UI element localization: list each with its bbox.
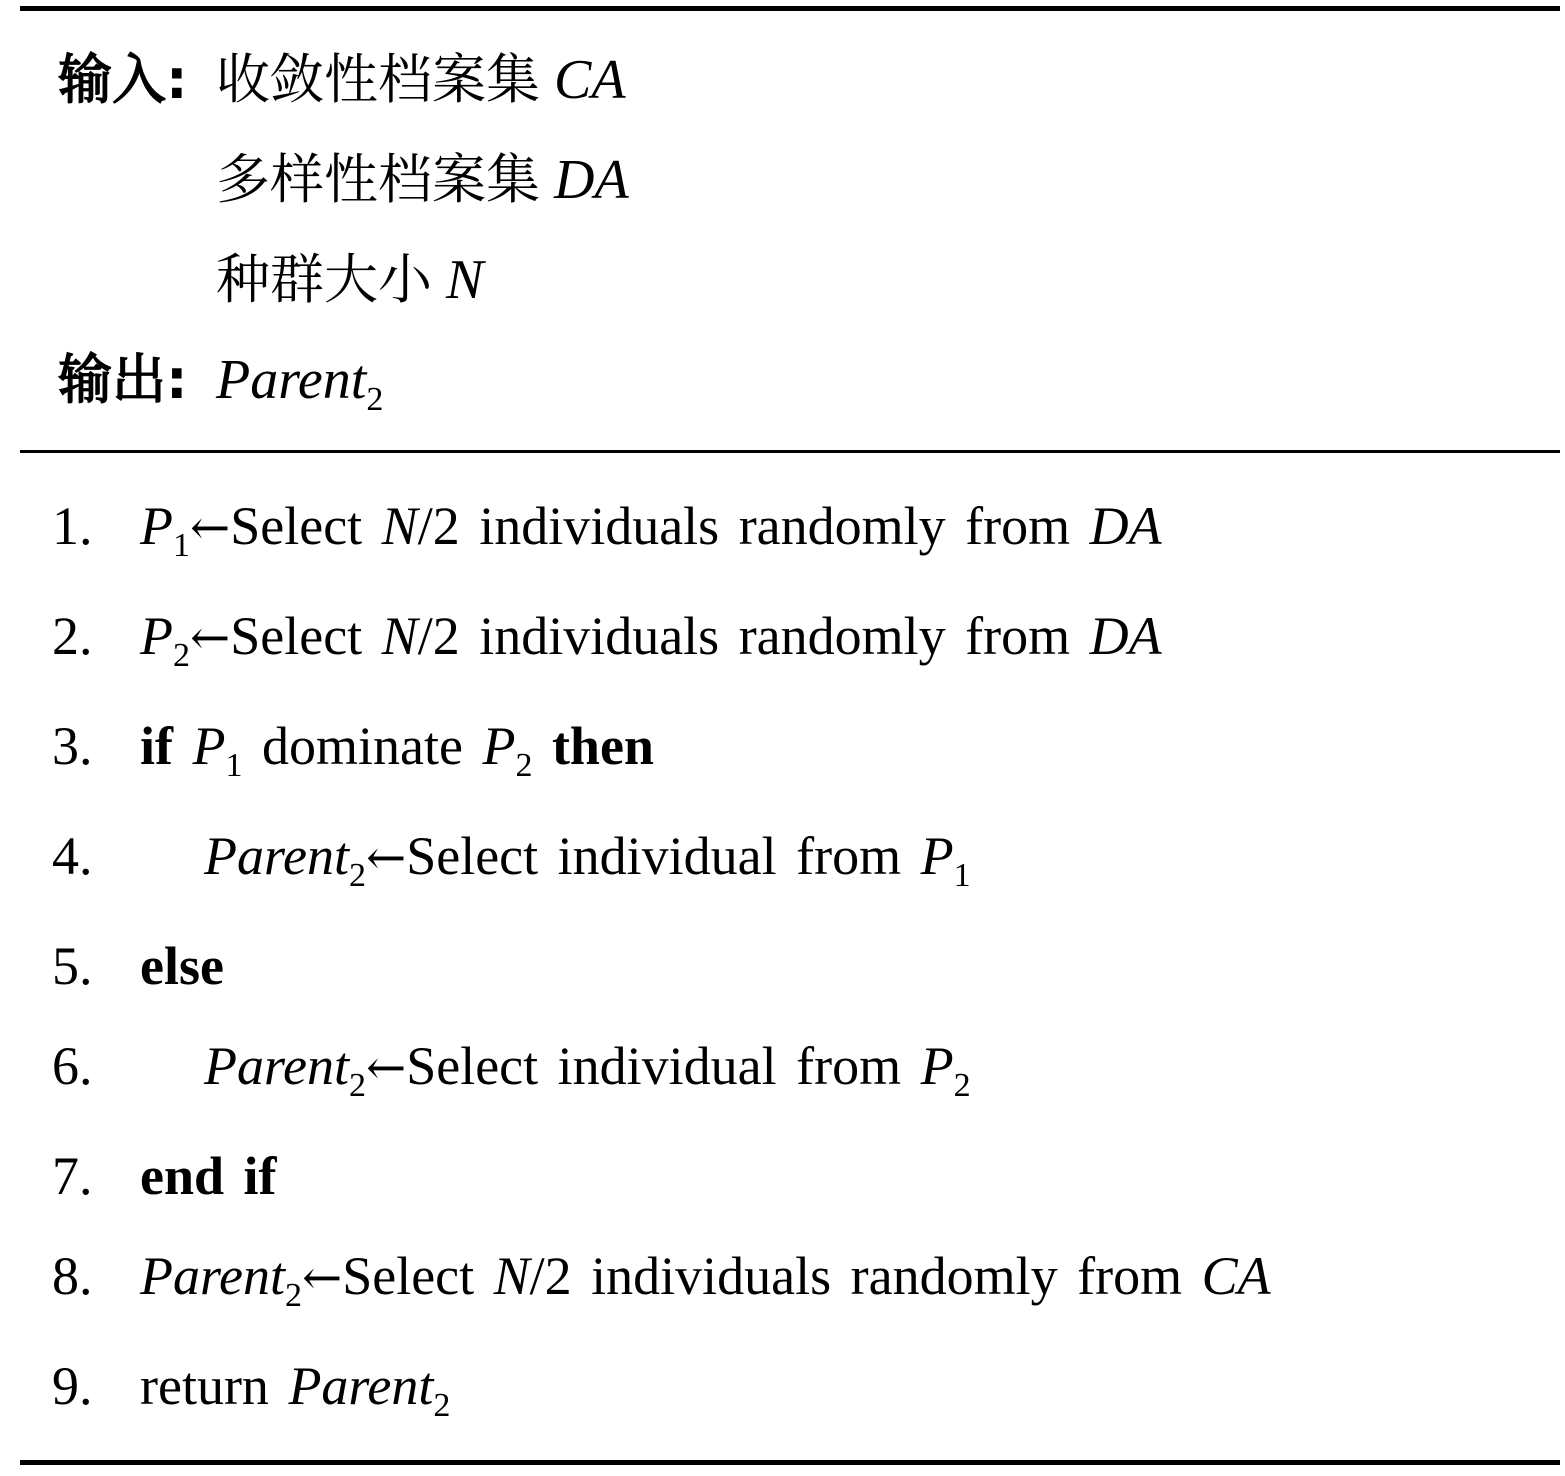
output-line [58, 348, 384, 418]
input-var-1: CA [554, 49, 626, 111]
subscript: 2 [433, 1387, 451, 1424]
var-parent: Parent [140, 1246, 285, 1306]
input-line-1 [58, 50, 626, 110]
var-p: P [140, 496, 173, 556]
subscript: 1 [173, 527, 190, 564]
step-text: /2 individuals randomly from [417, 496, 1071, 556]
keyword-if: if [140, 716, 173, 776]
var-p: P [920, 826, 954, 886]
step-text: Select [342, 1246, 475, 1306]
step-4 [52, 824, 971, 894]
step-number: 9. [52, 1356, 93, 1416]
var-da: DA [1089, 606, 1162, 666]
subscript: 1 [225, 747, 243, 784]
var-p: P [192, 716, 226, 776]
output-label: 输出: [58, 348, 188, 411]
step-2 [52, 604, 1162, 674]
var-p: P [920, 1036, 954, 1096]
step-number: 5. [52, 936, 93, 996]
step-text: Select individual from [406, 826, 902, 886]
left-arrow-icon: ← [301, 1250, 343, 1306]
subscript: 2 [348, 857, 366, 894]
input-label: 输入: [58, 48, 188, 111]
var-p: P [482, 716, 516, 776]
input-desc-3: 种群大小 [216, 248, 432, 311]
input-var-3: N [446, 249, 484, 311]
bottom-rule [20, 1460, 1560, 1465]
subscript: 1 [953, 857, 971, 894]
subscript: 2 [173, 637, 190, 674]
step-1 [52, 494, 1162, 564]
step-number: 2. [52, 606, 93, 666]
keyword-then: then [551, 716, 654, 776]
subscript: 2 [515, 747, 533, 784]
var-ca: CA [1201, 1246, 1271, 1306]
step-3 [52, 714, 654, 784]
var-parent: Parent [288, 1356, 434, 1416]
step-text: /2 individuals randomly from [529, 1246, 1183, 1306]
top-rule [20, 6, 1560, 11]
var-n: N [381, 496, 418, 556]
middle-rule [20, 450, 1560, 453]
keyword-else: else [140, 936, 224, 996]
subscript: 2 [284, 1277, 302, 1314]
step-7 [52, 1144, 277, 1208]
step-text: dominate [262, 716, 463, 776]
step-number: 3. [52, 716, 93, 776]
step-text: Select [230, 606, 363, 666]
step-text: return [140, 1356, 269, 1416]
input-desc-1: 收敛性档案集 [216, 48, 540, 111]
left-arrow-icon: ← [190, 500, 231, 556]
var-parent: Parent [204, 1036, 349, 1096]
keyword-end-if: end if [140, 1146, 277, 1206]
step-8 [52, 1244, 1271, 1314]
step-number: 4. [52, 826, 93, 886]
step-number: 8. [52, 1246, 93, 1306]
output-sub: 2 [366, 381, 384, 418]
step-number: 7. [52, 1146, 93, 1206]
left-arrow-icon: ← [365, 1040, 407, 1096]
subscript: 2 [348, 1067, 366, 1104]
step-9 [52, 1354, 451, 1424]
step-text: /2 individuals randomly from [417, 606, 1071, 666]
step-text: Select individual from [406, 1036, 902, 1096]
var-parent: Parent [204, 826, 349, 886]
step-number: 6. [52, 1036, 93, 1096]
left-arrow-icon: ← [190, 610, 231, 666]
input-desc-2: 多样性档案集 [216, 148, 540, 211]
step-number: 1. [52, 496, 93, 556]
input-line-3 [58, 250, 483, 310]
input-line-2 [58, 150, 629, 210]
subscript: 2 [953, 1067, 971, 1104]
input-var-2: DA [554, 149, 629, 211]
var-n: N [493, 1246, 530, 1306]
var-p: P [140, 606, 173, 666]
output-var: Parent [216, 349, 367, 411]
var-da: DA [1089, 496, 1162, 556]
step-5 [52, 934, 224, 998]
left-arrow-icon: ← [365, 830, 407, 886]
step-6 [52, 1034, 971, 1104]
var-n: N [381, 606, 418, 666]
step-text: Select [230, 496, 363, 556]
